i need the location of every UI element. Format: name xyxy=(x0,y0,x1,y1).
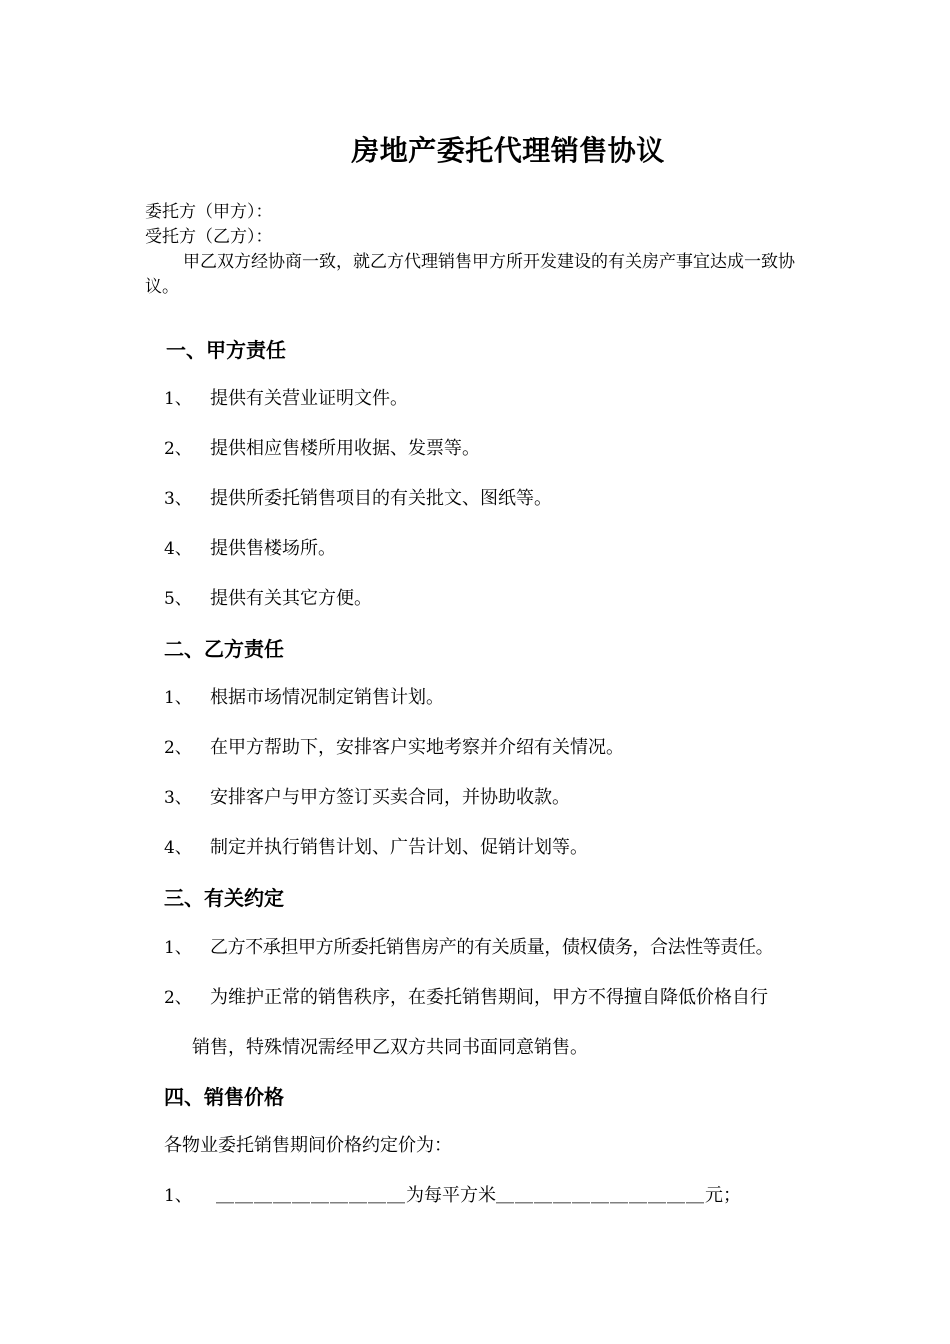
list-item xyxy=(164,735,624,761)
section-heading-price: 四、销售价格 xyxy=(164,1085,284,1109)
item-text: 为每平方米 xyxy=(406,1185,496,1206)
list-item xyxy=(164,586,372,612)
item-number: 3、 xyxy=(164,489,192,509)
item-number: 2、 xyxy=(164,439,192,459)
list-item xyxy=(164,536,336,562)
section-heading-agreements: 三、有关约定 xyxy=(164,886,284,910)
list-item xyxy=(164,1183,741,1209)
section-heading-party-b: 二、乙方责任 xyxy=(164,637,284,661)
principal-party-label: 委托方（甲方）： xyxy=(145,202,273,222)
item-number: 2、 xyxy=(164,738,192,758)
intro-paragraph: 甲乙双方经协商一致，就乙方代理销售甲方所开发建设的有关房产事宜达成一致协议。 xyxy=(145,252,795,297)
item-text-end: 元； xyxy=(705,1185,741,1206)
item-text: 制定并执行销售计划、广告计划、促销计划等。 xyxy=(210,837,588,858)
item-number: 1、 xyxy=(164,938,192,958)
item-text: 提供售楼场所。 xyxy=(210,538,336,559)
list-item xyxy=(164,835,588,861)
item-number: 5、 xyxy=(164,589,192,609)
section-heading-party-a: 一、甲方责任 xyxy=(166,338,286,362)
list-item xyxy=(164,785,570,811)
list-item-continuation: 销售，特殊情况需经甲乙双方共同书面同意销售。 xyxy=(192,1037,588,1058)
item-text: 提供有关营业证明文件。 xyxy=(210,388,408,409)
list-item xyxy=(164,985,768,1011)
item-text: 根据市场情况制定销售计划。 xyxy=(210,687,444,708)
list-item xyxy=(164,935,773,961)
item-text: 提供相应售楼所用收据、发票等。 xyxy=(210,438,480,459)
list-item xyxy=(164,685,444,711)
agent-party-label: 受托方（乙方）： xyxy=(145,227,273,247)
item-number: 4、 xyxy=(164,838,192,858)
list-item xyxy=(164,386,408,412)
item-text: 为维护正常的销售秩序，在委托销售期间，甲方不得擅自降低价格自行 xyxy=(210,987,768,1008)
item-number: 2、 xyxy=(164,988,192,1008)
item-number: 1、 xyxy=(164,1186,192,1206)
item-number: 3、 xyxy=(164,788,192,808)
item-text: 提供所委托销售项目的有关批文、图纸等。 xyxy=(210,488,552,509)
item-text: 在甲方帮助下，安排客户实地考察并介绍有关情况。 xyxy=(210,737,624,758)
blank-field-property: ＿＿＿＿＿＿＿＿＿＿ xyxy=(216,1185,406,1206)
item-text: 乙方不承担甲方所委托销售房产的有关质量，债权债务，合法性等责任。 xyxy=(210,937,774,958)
item-number: 4、 xyxy=(164,539,192,559)
item-number: 1、 xyxy=(164,389,192,409)
item-text: 安排客户与甲方签订买卖合同，并协助收款。 xyxy=(210,787,570,808)
document-title: 房地产委托代理销售协议 xyxy=(351,134,665,167)
item-number: 1、 xyxy=(164,688,192,708)
price-intro: 各物业委托销售期间价格约定价为： xyxy=(164,1135,452,1156)
list-item xyxy=(164,486,552,512)
blank-field-price: ＿＿＿＿＿＿＿＿＿＿＿ xyxy=(496,1185,705,1206)
list-item xyxy=(164,436,480,462)
item-text: 提供有关其它方便。 xyxy=(210,588,372,609)
